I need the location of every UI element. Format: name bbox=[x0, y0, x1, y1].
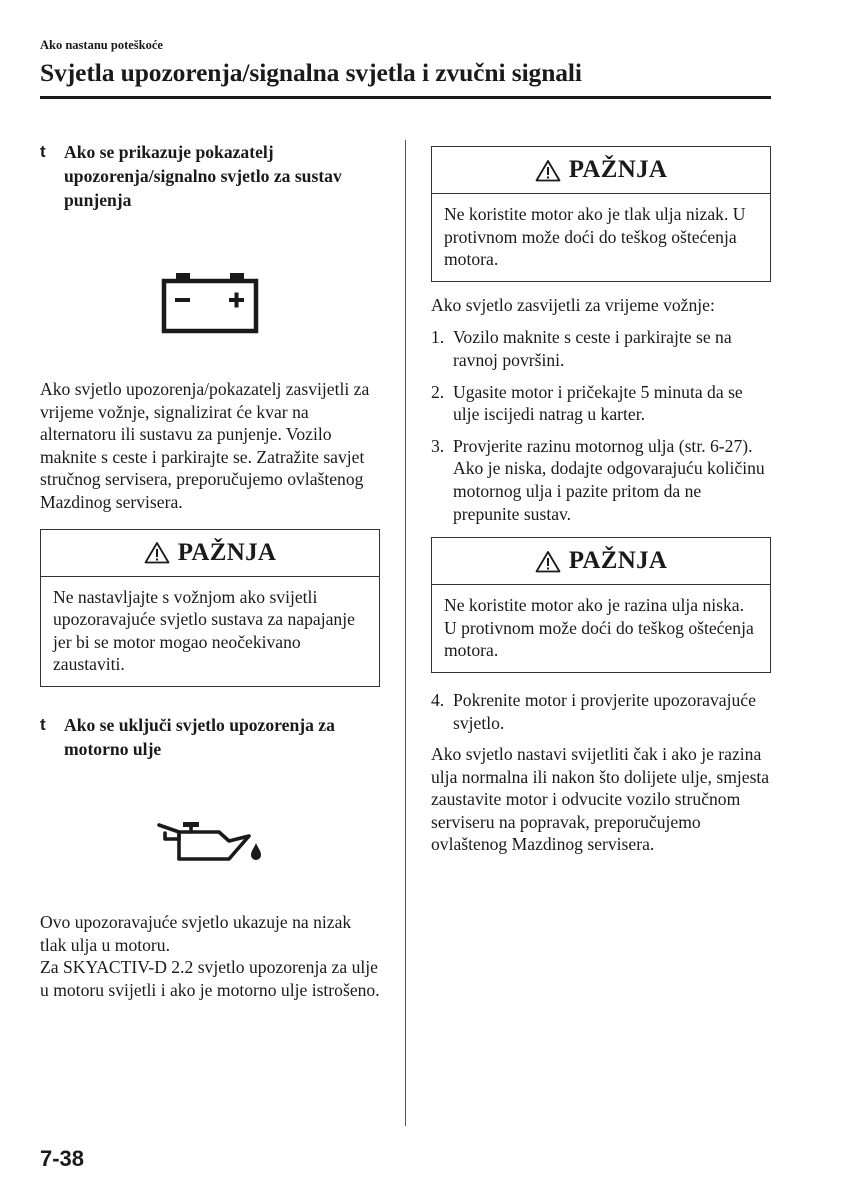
caution-label: PAŽNJA bbox=[568, 547, 668, 575]
left-column bbox=[40, 140, 380, 1001]
charging-paragraph: Ako svjetlo upozorenja/pokazatelj zasvijetli za vrijeme vožnje, signalizirat će kvar na alternatoru ili sustavu za punjenje. Vozilo maknite s ceste i parkirajte se. Zatražite savjet stručnog servisera, preporučujemo ovlaštenog Mazdinog servisera. bbox=[40, 379, 370, 512]
caution-text: Ne nastavljajte s vožnjom ako svijetli upozoravajuće svjetlo sustava za napajanje jer bi se motor mogao neočekivano zaustaviti. bbox=[53, 586, 355, 675]
heading-text: Ako se prikazuje pokazatelj upozorenja/signalno svjetlo za sustav punjenja bbox=[64, 142, 342, 210]
step-text: Pokrenite motor i provjerite upozoravajuće svjetlo. bbox=[453, 689, 756, 733]
bullet-marker: t bbox=[40, 714, 46, 734]
page-title: Svjetla upozorenja/signalna svjetla i zvučni signali bbox=[40, 58, 582, 87]
caution-text: Ne koristite motor ako je tlak ulja nizak. U protivnom može doći do teškog oštećenja motora. bbox=[444, 204, 746, 270]
warning-triangle-icon bbox=[144, 541, 170, 564]
procedure-steps-continued bbox=[431, 689, 771, 734]
heading-text: Ako se uključi svjetlo upozorenja za motorno ulje bbox=[64, 714, 335, 759]
caution-box-level bbox=[431, 537, 771, 673]
page-number: 7-38 bbox=[40, 1146, 85, 1171]
step-item bbox=[431, 689, 771, 734]
caution-text: Ne koristite motor ako je razina ulja niska. U protivnom može doći do teškog oštećenja motora. bbox=[444, 595, 754, 661]
caution-box-charging bbox=[40, 529, 380, 687]
warning-triangle-icon bbox=[535, 159, 561, 182]
section-heading-charging bbox=[40, 140, 380, 212]
oil-icon-wrap bbox=[40, 819, 380, 869]
caution-header bbox=[432, 538, 770, 585]
step-number: 2. bbox=[431, 381, 445, 402]
battery-icon bbox=[161, 272, 259, 334]
step-text: Vozilo maknite s ceste i parkirajte se na ravnoj površini. bbox=[453, 327, 732, 370]
caution-label: PAŽNJA bbox=[177, 538, 277, 566]
warning-triangle-icon bbox=[535, 550, 561, 573]
step-number: 3. bbox=[431, 435, 445, 456]
title-rule bbox=[40, 96, 771, 99]
outro-paragraph: Ako svjetlo nastavi svijetliti čak i ako je razina ulja normalna ili nakon što dolijete ulje, smjesta zaustavite motor i odvucite vozilo stručnom serviseru na popravak, preporučujemo ovlaštenog Mazdinog servisera. bbox=[431, 744, 770, 855]
oil-paragraph-1: Ovo upozoravajuće svjetlo ukazuje na nizak tlak ulja u motoru. bbox=[40, 911, 352, 955]
intro-paragraph: Ako svjetlo zasvijetli za vrijeme vožnje: bbox=[431, 294, 715, 315]
oil-can-icon bbox=[155, 819, 265, 869]
step-item bbox=[431, 435, 771, 525]
caution-header bbox=[432, 147, 770, 194]
caution-header bbox=[41, 530, 379, 577]
step-text: Ugasite motor i pričekajte 5 minuta da se ulje iscijedi natrag u karter. bbox=[453, 381, 743, 425]
battery-icon-wrap bbox=[40, 272, 380, 334]
oil-paragraph-2: Za SKYACTIV-D 2.2 svjetlo upozorenja za ulje u motoru svijetli i ako je motorno ulje istrošeno. bbox=[40, 957, 380, 1000]
step-number: 1. bbox=[431, 327, 445, 348]
column-divider bbox=[405, 140, 406, 1126]
caution-label: PAŽNJA bbox=[568, 156, 668, 183]
step-text: Provjerite razinu motornog ulja (str. 6-27). Ako je niska, dodajte odgovarajuću količinu motornog ulja i pazite pritom da ne prepunite sustav. bbox=[453, 435, 765, 524]
right-column bbox=[431, 146, 771, 856]
caution-box-pressure bbox=[431, 146, 771, 282]
bullet-marker: t bbox=[40, 142, 46, 161]
step-item bbox=[431, 326, 771, 371]
procedure-steps bbox=[431, 326, 771, 525]
section-heading-oil bbox=[40, 713, 380, 761]
section-kicker: Ako nastanu poteškoće bbox=[40, 38, 163, 52]
step-number: 4. bbox=[431, 689, 445, 710]
step-item bbox=[431, 381, 771, 426]
